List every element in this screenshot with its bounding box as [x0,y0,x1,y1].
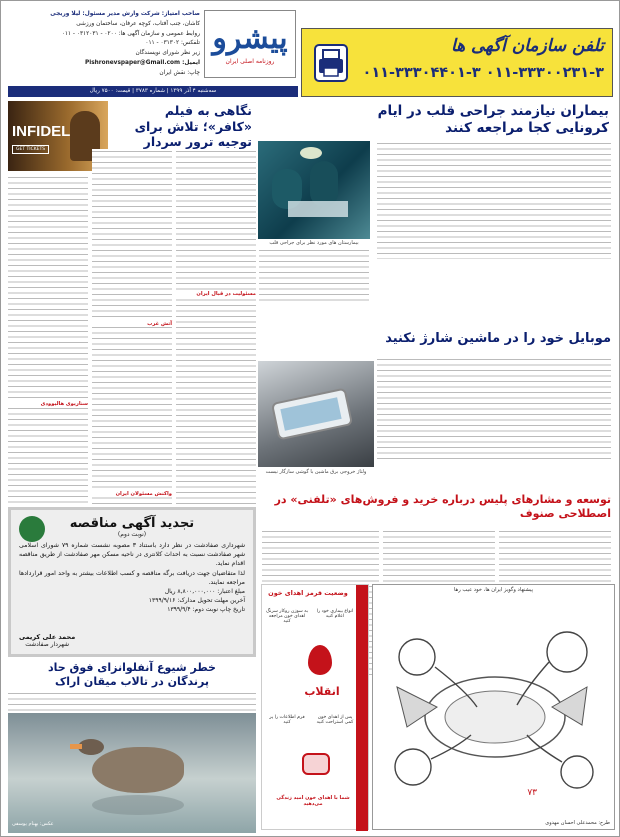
police-article [258,493,615,581]
tender-title: تجدید آگهی مناقصه [69,516,195,531]
film-subhead-1: مسئولیت در قبال ایران [176,291,256,297]
logo-subtitle: روزنامه اصلی ایران [225,57,275,65]
tender-signer-role: شهردار صفادشت [25,641,69,648]
tender-ad-box [8,507,256,657]
goose-photo [8,713,256,833]
film-subhead-3: سناریوی هالیوودی [8,401,88,407]
tender-signer: محمد علی کریمی [19,633,76,641]
mobile-caption: ولتاژ خروجی برق ماشین با گوشی سازگار نیست [265,469,367,475]
bird-caption: عکس: بهنام یوسفی [12,821,54,827]
logo-text: پیشرو [212,20,288,56]
tender-amount: مبلغ اعتبار: ۸,۸۰۰,۰۰۰,۰۰۰ ریال [164,588,245,596]
car-charger-photo [258,361,374,467]
bird-body [8,691,256,711]
bird-headline: خطر شیوع آنفلوانزای فوق حاد پرندگان در تالاب میقان اراک [48,661,216,688]
masthead-fax: تلفکس: ۰۳۱۳۰۲ - ۰۱۱ [145,40,200,47]
blood-step-3: فرم اطلاعات را پر کنید [269,715,305,725]
masthead-address: کاشان، جنب آفتاب، کوچه عرفان، ساختمان ورزشی [76,20,200,27]
cartoon-drawing [377,597,612,813]
film-headline: نگاهی به فیلم «کافر»؛ تلاش برای توجیه ترور سردار [134,103,252,150]
tender-note: لذا متقاضیان جهت دریافت برگه مناقصه و کسب اطلاعات بیشتر به واحد امور قراردادها مراجعه نمایند. [19,569,245,586]
masthead-phones: روابط عمومی و سازمان آگهی ها: ۰۲۰۰ - ۰۳۱۲۰۳۱ - ۰۱۱ [61,30,200,37]
cartoon-header: پیشنهاد وگویز ایران ها، خود عیب رها [453,587,534,593]
mobile-article [258,305,615,495]
blood-step-2: انواع بیماری خود را اعلام کنید [316,609,354,619]
tender-date: تاریخ چاپ نوبت دوم: ۱۳۹۹/۹/۴ [167,606,245,614]
masthead-logo [204,10,296,78]
poster-title: INFIDEL [12,123,71,140]
film-subhead-2: آتش غرب [92,321,172,327]
poster-button[interactable]: GET TICKETS [12,145,49,154]
blood-drop-icon [308,645,332,675]
police-headline: توسعه و مشارهای پلیس درباره خرید و فروش‌های «تلفنی» در اصطلاحی صنوف [274,493,611,520]
tender-round: (نوبت دوم) [117,531,147,538]
cartoon-caption: طرح: محمدعلی احسان مهدوی [545,820,610,826]
masthead-email: ایمیل: Pishronevspaper@Gmail.com [84,59,200,66]
heart-body [377,141,611,259]
ad-phone-box [301,28,613,97]
fax-icon [314,44,348,82]
heart-caption: بیمارستان های مورد نظر برای جراحی قلب [269,240,359,246]
tender-emblem [19,516,45,542]
svg-text:۷۳: ۷۳ [527,788,537,798]
tender-body: شهرداری صفادشت در نظر دارد باستناد ۳ مصوبه نشست شماره ۷۹ شورای اسلامی شهر صفادشت نسبت به احداث کلانتری در ناحیه مسکن مهر صفادشت از طریق مناقصه اقدام نماید. [19,542,246,568]
blood-step-1: به سوزن روکار سرنگ اهدای خون مراجعه کنید [266,609,308,624]
blood-title: وضعیت قرمز اهدای خون [268,589,348,597]
tender-deadline: آخرین مهلت تحویل مدارک: ۱۳۹۹/۹/۱۶ [148,597,245,605]
film-subhead-4: واکنش مسئولان ایران [92,491,172,497]
blood-bag-icon [302,753,330,775]
cartoon [372,584,615,830]
heart-headline: بیماران نیازمند جراحی قلب در ایام کرونایی کجا مراجعه کنند [377,103,609,136]
mobile-body [377,357,611,461]
issue-strip: سه‌شنبه ۴ آذر ۱۳۹۹ | شماره ۳۷۸۳ | قیمت: ۷۵۰۰ ریال [8,86,298,97]
masthead [8,6,298,98]
masthead-printer: چاپ: نقش ایران [159,69,200,76]
heart-body-left [259,248,369,302]
blood-step-4: پس از اهدای خون کمی استراحت کنید [316,715,354,725]
mobile-headline: موبایل خود را در ماشین شارژ نکنید [385,331,611,346]
ad-phone-title: تلفن سازمان آگهی ها [450,36,604,56]
masthead-owner: صاحب امتیاز: شرکت وارش مدیر مسئول: لیلا وریجی [50,11,200,17]
bird-article [8,661,256,833]
masthead-board: زیر نظر شورای نویسندگان [135,50,200,57]
blood-center-label: انقلاب [304,685,340,698]
ad-phone-numbers: ۰۱۱-۳۳۳۰۴۴۰۱-۳ ۰۱۱-۳۳۳۰۰۲۳۱-۳ [362,65,604,81]
blood-slogan: شما با اهدای خون امید زندگی می‌دهید [276,795,350,807]
heart-article [373,101,615,263]
operating-room-photo [258,141,370,239]
blood-ad [261,584,369,830]
